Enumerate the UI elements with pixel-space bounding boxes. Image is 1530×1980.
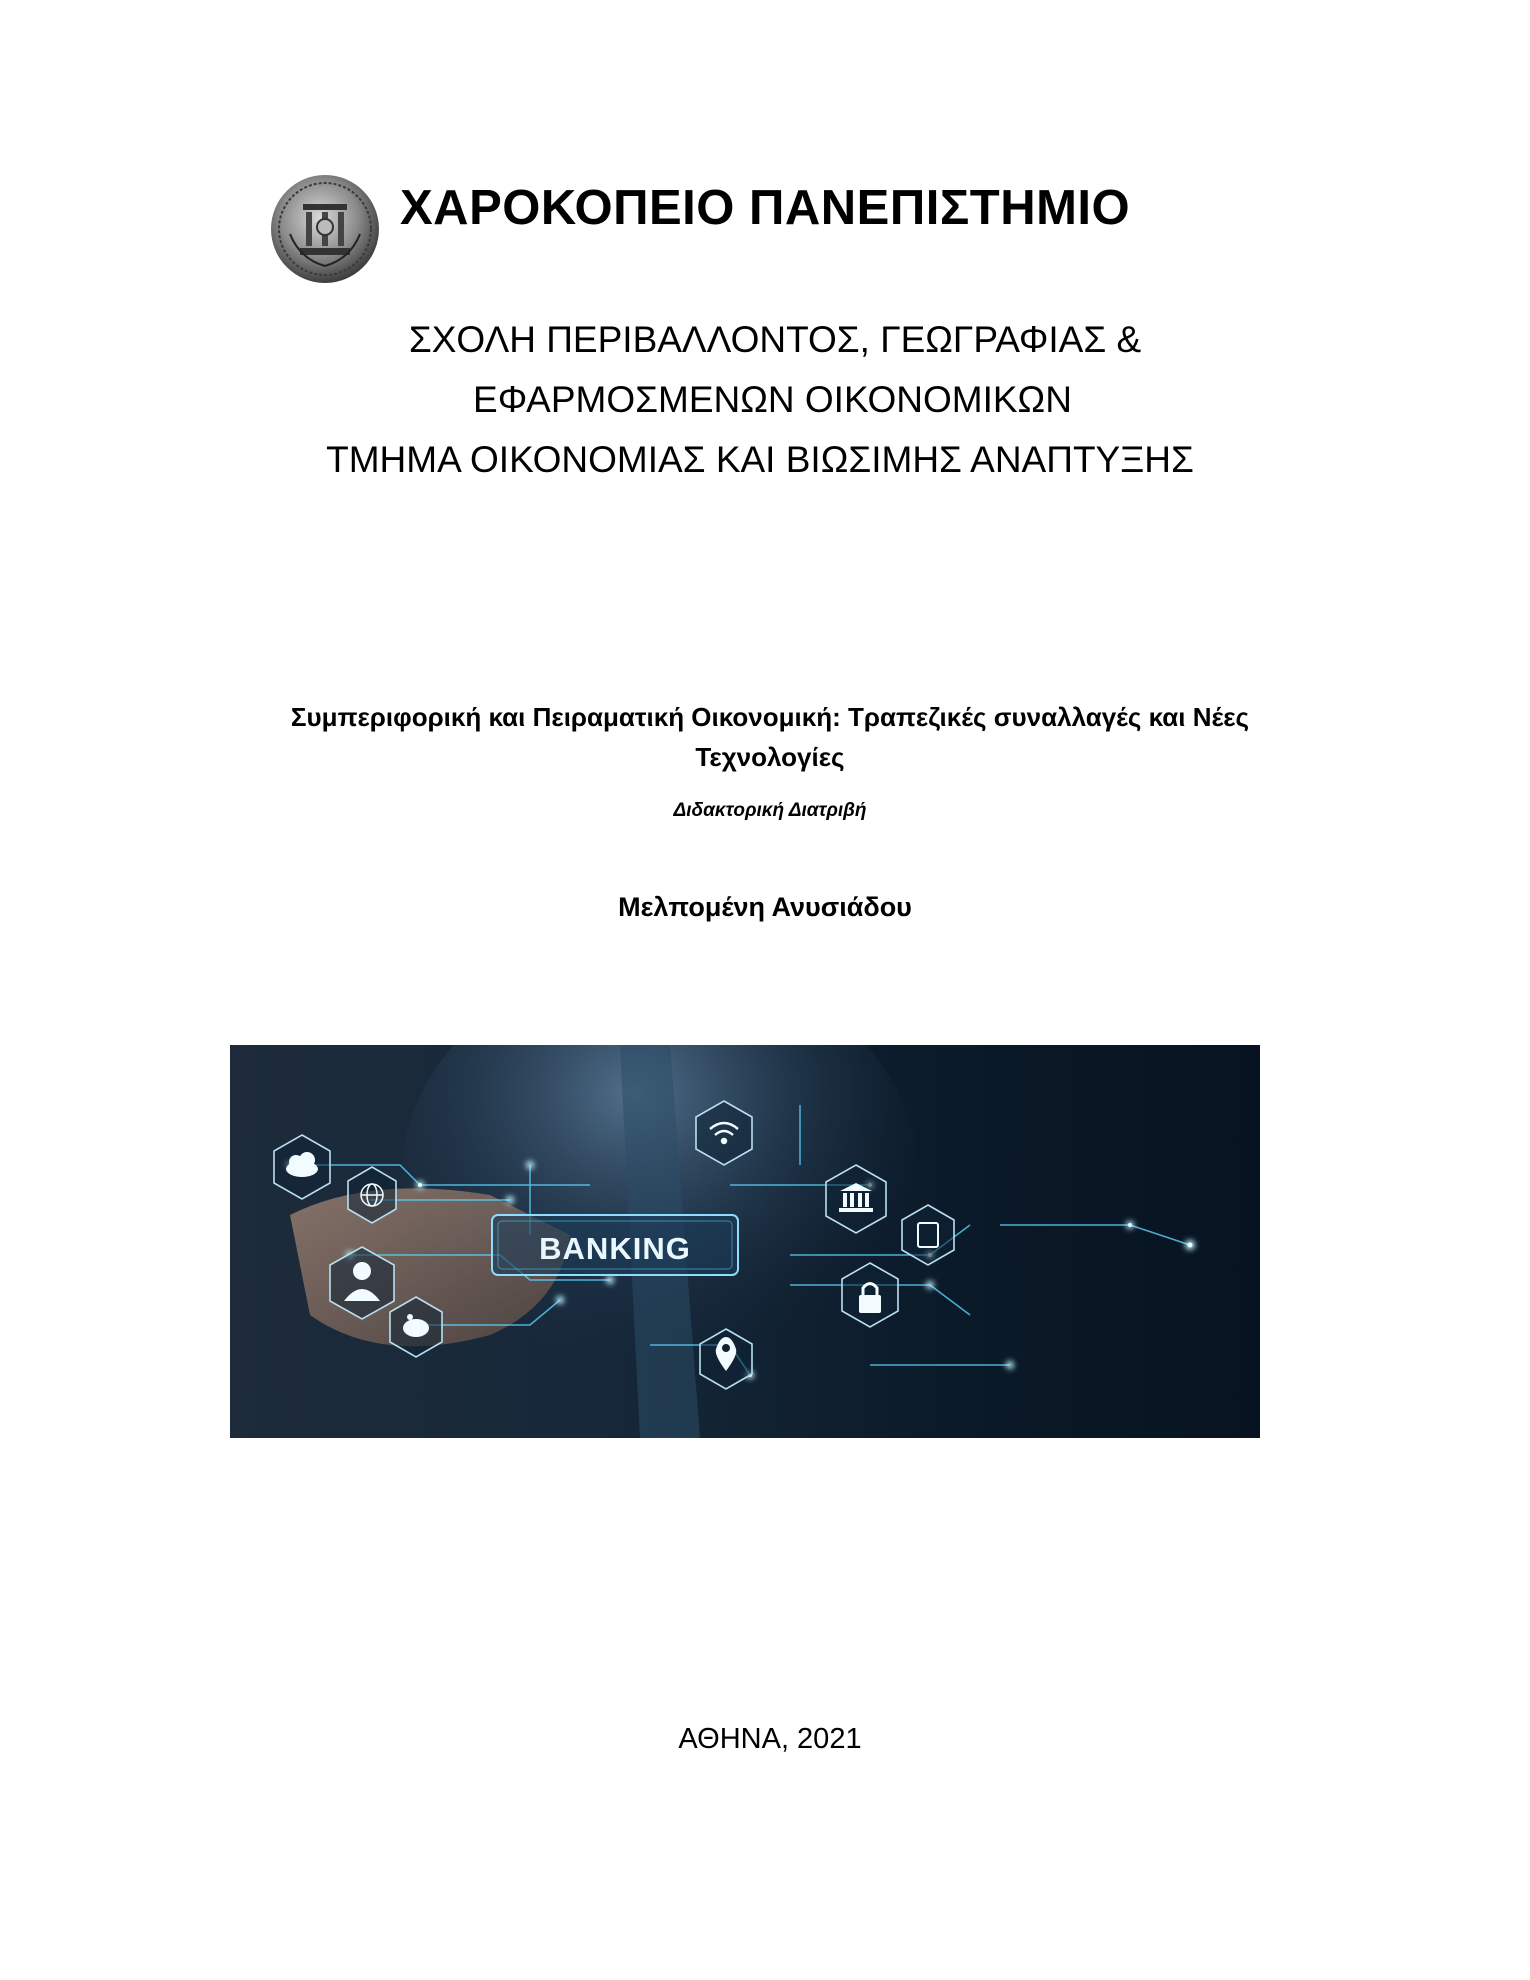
thesis-title: Συμπεριφορική και Πειραματική Οικονομική: Τραπεζικές συναλλαγές και Νέες Τεχνολογίες <box>290 702 1250 772</box>
place-and-year: ΑΘΗΝΑ, 2021 <box>678 1723 862 1755</box>
school-department-block <box>0 310 1530 490</box>
university-name: ΧΑΡΟΚΟΠΕΙΟ ΠΑΝΕΠΙΣΤΗΜΙΟ <box>400 181 1131 235</box>
banking-illustration <box>230 1045 1260 1438</box>
department-line: ΤΜΗΜΑ ΟΙΚΟΝΟΜΙΑΣ ΚΑΙ ΒΙΩΣΙΜΗΣ ΑΝΑΠΤΥΞΗΣ <box>326 439 1194 480</box>
university-seal-logo <box>270 174 380 284</box>
school-line-2: ΕΦΑΡΜΟΣΜΕΝΩΝ ΟΙΚΟΝΟΜΙΚΩΝ <box>473 379 1072 420</box>
author-name: Μελπομένη Ανυσιάδου <box>618 892 912 922</box>
thesis-type: Διδακτορική Διατριβή <box>673 800 867 821</box>
banking-label: BANKING <box>539 1231 691 1266</box>
school-line-1: ΣΧΟΛΗ ΠΕΡΙΒΑΛΛΟΝΤΟΣ, ΓΕΩΓΡΑΦΙΑΣ & <box>408 319 1142 360</box>
